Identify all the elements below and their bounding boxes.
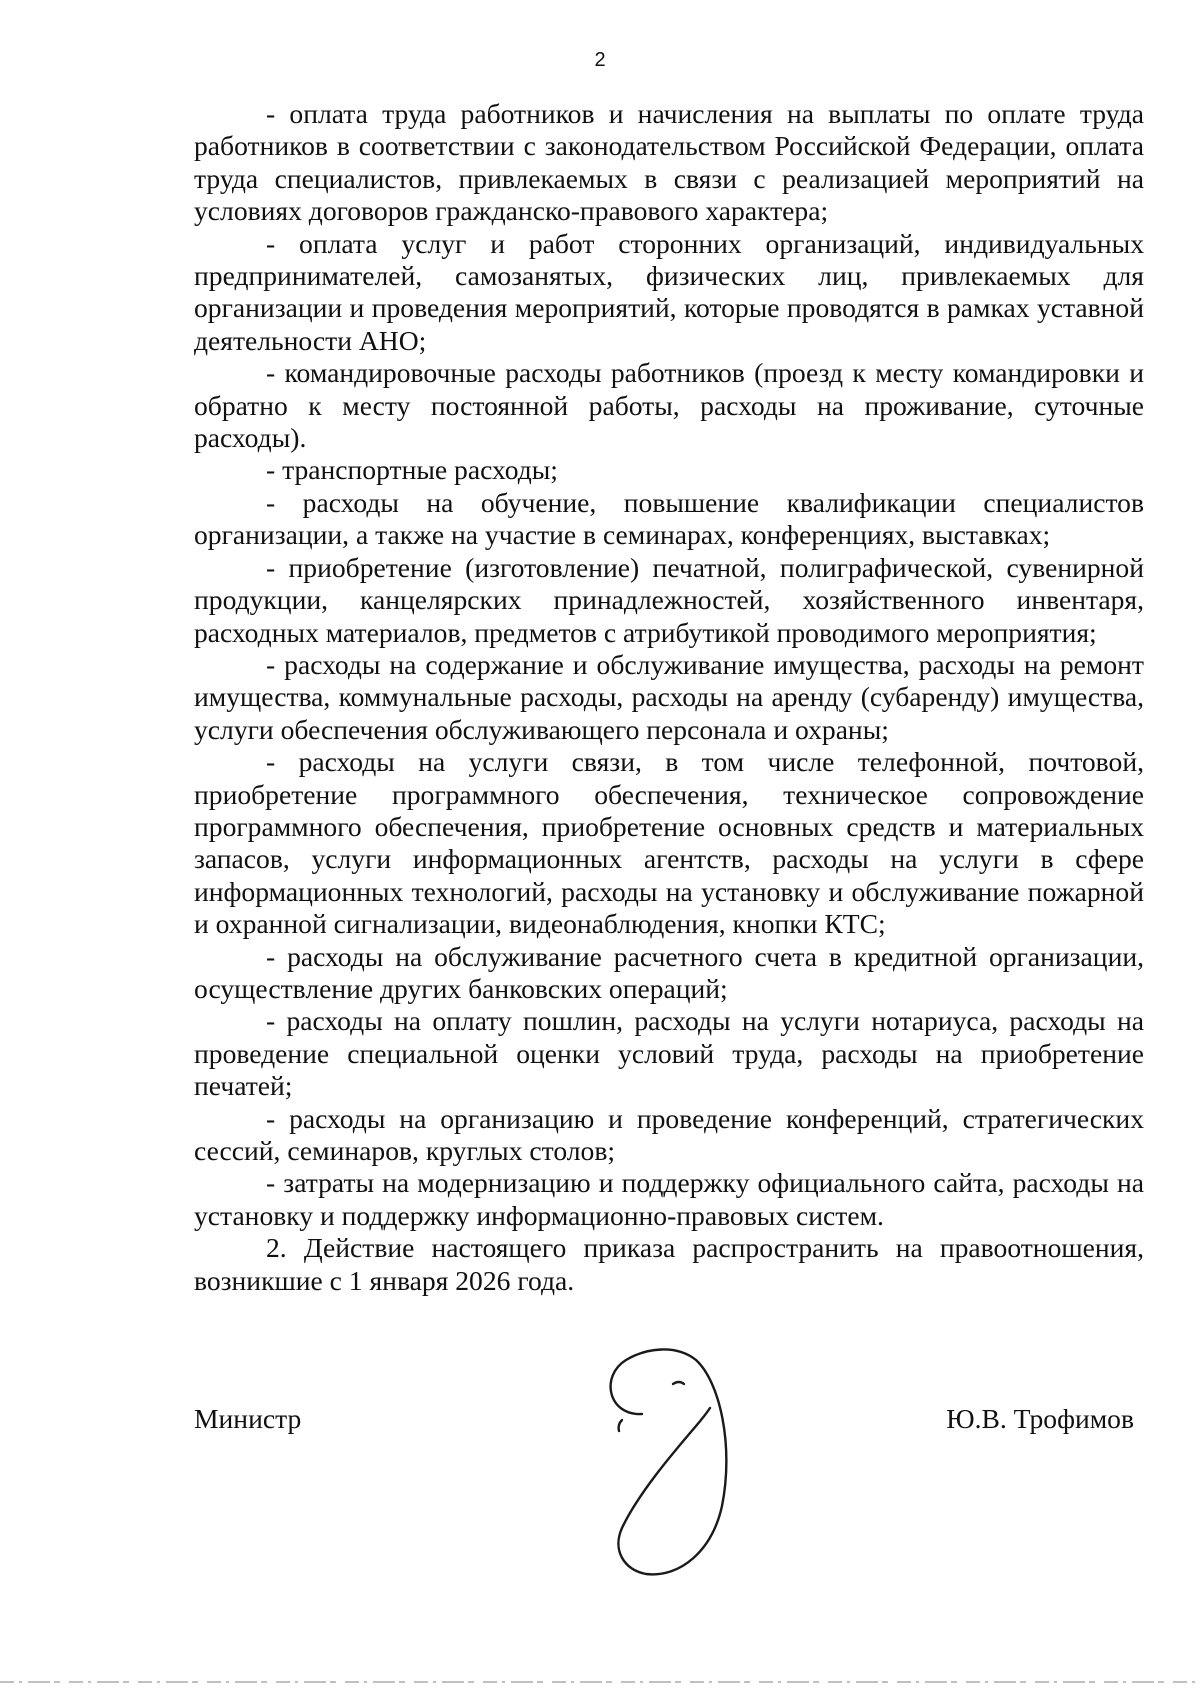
list-item-transport-expenses: - транспортные расходы;	[266, 454, 558, 486]
scan-edge-noise	[0, 1680, 1200, 1684]
list-item-website-support: - затраты на модернизацию и поддержку официального сайта, расходы на установку и поддержку информационно-правовых систем.	[194, 1167, 1144, 1231]
signer-name: Ю.В. Трофимов	[946, 1403, 1134, 1434]
list-item-banking: - расходы на обслуживание расчетного счета в кредитной организации, осуществление других банковских операций;	[194, 940, 1144, 1004]
list-item-third-party-services: - оплата услуг и работ сторонних организаций, индивидуальных предпринимателей, самозанятых, физических лиц, привлекаемых для организации и проведения мероприятий, которые проводятся в рамках уставной деятельности АНО;	[194, 227, 1144, 356]
list-item-communications-it: - расходы на услуги связи, в том числе телефонной, почтовой, приобретение программного обеспечения, техническое сопровождение программного обеспечения, приобретение основных средств и материальных запасов, услуги информационных агентств, расходы на услуги в сфере информационных технологий, расходы на установку и обслуживание пожарной и охранной сигнализации, видеонаблюдения, кнопки КТС;	[194, 746, 1144, 940]
list-item-travel-expenses: - командировочные расходы работников (проезд к месту командировки и обратно к месту постоянной работы, расходы на проживание, суточные расходы).	[194, 357, 1144, 454]
handwritten-signature	[588, 1336, 738, 1586]
list-item-conferences: - расходы на организацию и проведение конференций, стратегических сессий, семинаров, круглых столов;	[194, 1102, 1144, 1166]
list-item-property-maintenance: - расходы на содержание и обслуживание имущества, расходы на ремонт имущества, коммунальные расходы, расходы на аренду (субаренду) имущества, услуги обеспечения обслуживающего персонала и охраны;	[194, 648, 1144, 745]
list-item-fees-notary: - расходы на оплату пошлин, расходы на услуги нотариуса, расходы на проведение специальной оценки условий труда, расходы на приобретение печатей;	[194, 1005, 1144, 1102]
clause-effective-date: 2. Действие настоящего приказа распространить на правоотношения, возникшие с 1 января 2026 года.	[194, 1232, 1144, 1296]
page-number: 2	[594, 49, 606, 71]
list-item-training-expenses: - расходы на обучение, повышение квалификации специалистов организации, а также на участие в семинарах, конференциях, выставках;	[194, 486, 1144, 551]
list-item-printed-products: - приобретение (изготовление) печатной, полиграфической, сувенирной продукции, канцелярских принадлежностей, хозяйственного инвентаря, расходных материалов, предметов с атрибутикой проводимого мероприятия;	[194, 551, 1144, 648]
list-item-wages: - оплата труда работников и начисления на выплаты по оплате труда работников в соответствии с законодательством Российской Федерации, оплата труда специалистов, привлекаемых в связи с реализацией мероприятий на условиях договоров гражданско-правового характера;	[194, 98, 1144, 227]
signer-position: Министр	[194, 1403, 302, 1434]
document-body	[194, 98, 1144, 1297]
